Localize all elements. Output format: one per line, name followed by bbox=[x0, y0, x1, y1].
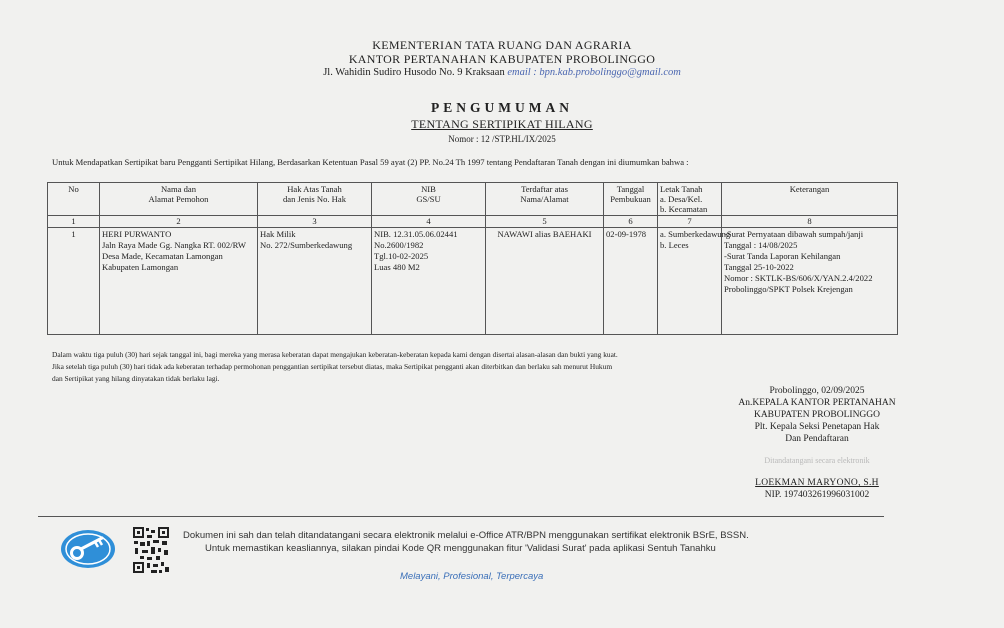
header-tanggal-line2: Pembukuan bbox=[610, 194, 651, 204]
cell-keterangan-line: Tanggal : 14/08/2025 bbox=[724, 240, 798, 250]
signature-line: Plt. Kepala Seksi Penetapan Hak bbox=[754, 422, 880, 432]
signature-block bbox=[722, 385, 912, 501]
column-number: 7 bbox=[658, 216, 722, 228]
signatory-nip: NIP. 197403261996031002 bbox=[764, 490, 870, 500]
cell-hak-line: No. 272/Sumberkedawung bbox=[260, 240, 353, 250]
cell-letak-line: a. Sumberkedawung bbox=[660, 229, 731, 239]
header-nama-line1: Nama dan bbox=[160, 184, 197, 194]
email-label: email : bbox=[507, 67, 537, 78]
cell-nib-line: No.2600/1982 bbox=[374, 240, 424, 250]
header-terdaftar bbox=[486, 183, 604, 216]
cell-keterangan-line: Probolinggo/SPKT Polsek Krejengan bbox=[724, 284, 853, 294]
objection-note: Jika setelah tiga puluh (30) hari tidak ada keberatan terhadap permohonan penggantian sertipikat tersebut diatas, maka Sertipikat pengganti akan diterbitkan dan berlaku sah menurut Hukum bbox=[52, 362, 613, 371]
column-number: 2 bbox=[100, 216, 258, 228]
cell-nama-line: Desa Made, Kecamatan Lamongan bbox=[102, 251, 223, 261]
column-number: 5 bbox=[486, 216, 604, 228]
cell-letak bbox=[658, 228, 731, 335]
header-no: No bbox=[48, 183, 100, 216]
cell-nib-line: Luas 480 M2 bbox=[374, 262, 420, 272]
header-nama bbox=[100, 183, 258, 216]
cell-letak-line: b. Leces bbox=[660, 240, 689, 250]
signature-line: Dan Pendaftaran bbox=[785, 434, 849, 444]
column-number: 3 bbox=[258, 216, 372, 228]
header-keterangan: Keterangan bbox=[722, 183, 898, 216]
cell-tanggal: 02-09-1978 bbox=[604, 228, 658, 335]
cell-nib-line: Tgl.10-02-2025 bbox=[374, 251, 429, 261]
signature-place-date: Probolinggo, 02/09/2025 bbox=[769, 386, 865, 396]
ministry-name: KEMENTERIAN TATA RUANG DAN AGRARIA bbox=[372, 38, 632, 52]
certificate-table bbox=[47, 182, 898, 335]
document-number: Nomor : 12 /STP.HL/IX/2025 bbox=[448, 134, 556, 144]
header-tanggal-line1: Tanggal bbox=[616, 184, 645, 194]
cell-keterangan-line: -Surat Tanda Laporan Kehilangan bbox=[724, 251, 841, 261]
office-address: Jl. Wahidin Sudiro Husodo No. 9 Kraksaan bbox=[323, 67, 505, 78]
column-number: 1 bbox=[48, 216, 100, 228]
cell-terdaftar: NAWAWI alias BAEHAKI bbox=[486, 228, 604, 335]
office-name: KANTOR PERTANAHAN KABUPATEN PROBOLINGGO bbox=[348, 52, 656, 66]
cell-nib-line: NIB. 12.31.05.06.02441 bbox=[374, 229, 458, 239]
header-hak bbox=[258, 183, 372, 216]
table-header-row bbox=[48, 183, 898, 216]
objection-note: Dalam waktu tiga puluh (30) hari sejak tanggal ini, bagi mereka yang merasa keberatan dapat mengajukan keberatan-keberatan kepada kami dengan disertai alasan-alasan dan bukti yang kuat. bbox=[52, 350, 618, 359]
header-tanggal bbox=[604, 183, 658, 216]
digital-signature-note: Ditandatangani secara elektronik bbox=[764, 456, 870, 465]
header-letak-line1: Letak Tanah bbox=[660, 184, 703, 194]
page-subtitle bbox=[0, 117, 1004, 132]
cell-hak-line: Hak Milik bbox=[260, 229, 296, 239]
header-nib bbox=[372, 183, 486, 216]
header-terdaftar-line1: Terdaftar atas bbox=[521, 184, 568, 194]
page-title: PENGUMUMAN bbox=[431, 100, 573, 115]
footer-tagline: Melayani, Profesional, Terpercaya bbox=[400, 571, 544, 582]
qr-code-icon bbox=[132, 526, 170, 574]
signatory-name: LOEKMAN MARYONO, S.H bbox=[755, 478, 879, 488]
header-hak-line2: dan Jenis No. Hak bbox=[282, 194, 346, 204]
cell-keterangan bbox=[722, 228, 898, 335]
header-nib-line2: GS/SU bbox=[416, 194, 441, 204]
objection-note: dan Sertipikat yang hilang dinyatakan tidak berlaku lagi. bbox=[52, 374, 220, 383]
key-logo-icon bbox=[60, 529, 116, 569]
cell-no: 1 bbox=[48, 228, 100, 335]
header-nib-line1: NIB bbox=[421, 184, 436, 194]
column-number: 6 bbox=[604, 216, 658, 228]
email-link[interactable]: bpn.kab.probolinggo@gmail.com bbox=[539, 67, 681, 78]
cell-nama-line: Jaln Raya Made Gg. Nangka RT. 002/RW bbox=[102, 240, 246, 250]
signature-line: An.KEPALA KANTOR PERTANAHAN bbox=[738, 398, 896, 408]
signature-line: KABUPATEN PROBOLINGGO bbox=[753, 410, 881, 420]
intro-text: Untuk Mendapatkan Sertipikat baru Pengganti Sertipikat Hilang, Berdasarkan Ketentuan Pasal 59 ayat (2) PP. No.24 Th 1997 tentang Pendaftaran Tanah dengan ini diumumkan bahwa : bbox=[52, 157, 689, 167]
header-terdaftar-line2: Nama/Alamat bbox=[520, 194, 569, 204]
footer-qr-instruction: Untuk memastikan keasliannya, silakan pindai Kode QR menggunakan fitur 'Validasi Surat' pada aplikasi Sentuh Tanahku bbox=[205, 543, 716, 554]
cell-keterangan-line: Nomor : SKTLK-BS/606/X/YAN.2.4/2022 bbox=[724, 273, 873, 283]
cell-nib bbox=[372, 228, 486, 335]
table-row bbox=[48, 228, 898, 335]
cell-keterangan-line: Tanggal 25-10-2022 bbox=[724, 262, 794, 272]
cell-hak bbox=[258, 228, 372, 335]
header-letak-line3: b. Kecamatan bbox=[660, 204, 708, 214]
header-letak-line2: a. Desa/Kel. bbox=[660, 194, 703, 204]
cell-keterangan-line: -Surat Pernyataan dibawah sumpah/janji bbox=[724, 229, 864, 239]
header-letak bbox=[658, 183, 722, 216]
cell-nama-line: Kabupaten Lamongan bbox=[102, 262, 179, 272]
column-number-row bbox=[48, 216, 898, 228]
footer-divider bbox=[38, 516, 884, 517]
cell-nama bbox=[100, 228, 258, 335]
column-number: 4 bbox=[372, 216, 486, 228]
page-subtitle-text: TENTANG SERTIPIKAT HILANG bbox=[411, 117, 593, 131]
cell-nama-line: HERI PURWANTO bbox=[102, 229, 172, 239]
header-nama-line2: Alamat Pemohon bbox=[148, 194, 209, 204]
footer-validity-note: Dokumen ini sah dan telah ditandatangani secara elektronik melalui e-Office ATR/BPN menggunakan sertifikat elektronik BSrE, BSSN. bbox=[183, 530, 749, 541]
office-address-line bbox=[0, 67, 1004, 78]
column-number: 8 bbox=[722, 216, 898, 228]
header-hak-line1: Hak Atas Tanah bbox=[287, 184, 342, 194]
